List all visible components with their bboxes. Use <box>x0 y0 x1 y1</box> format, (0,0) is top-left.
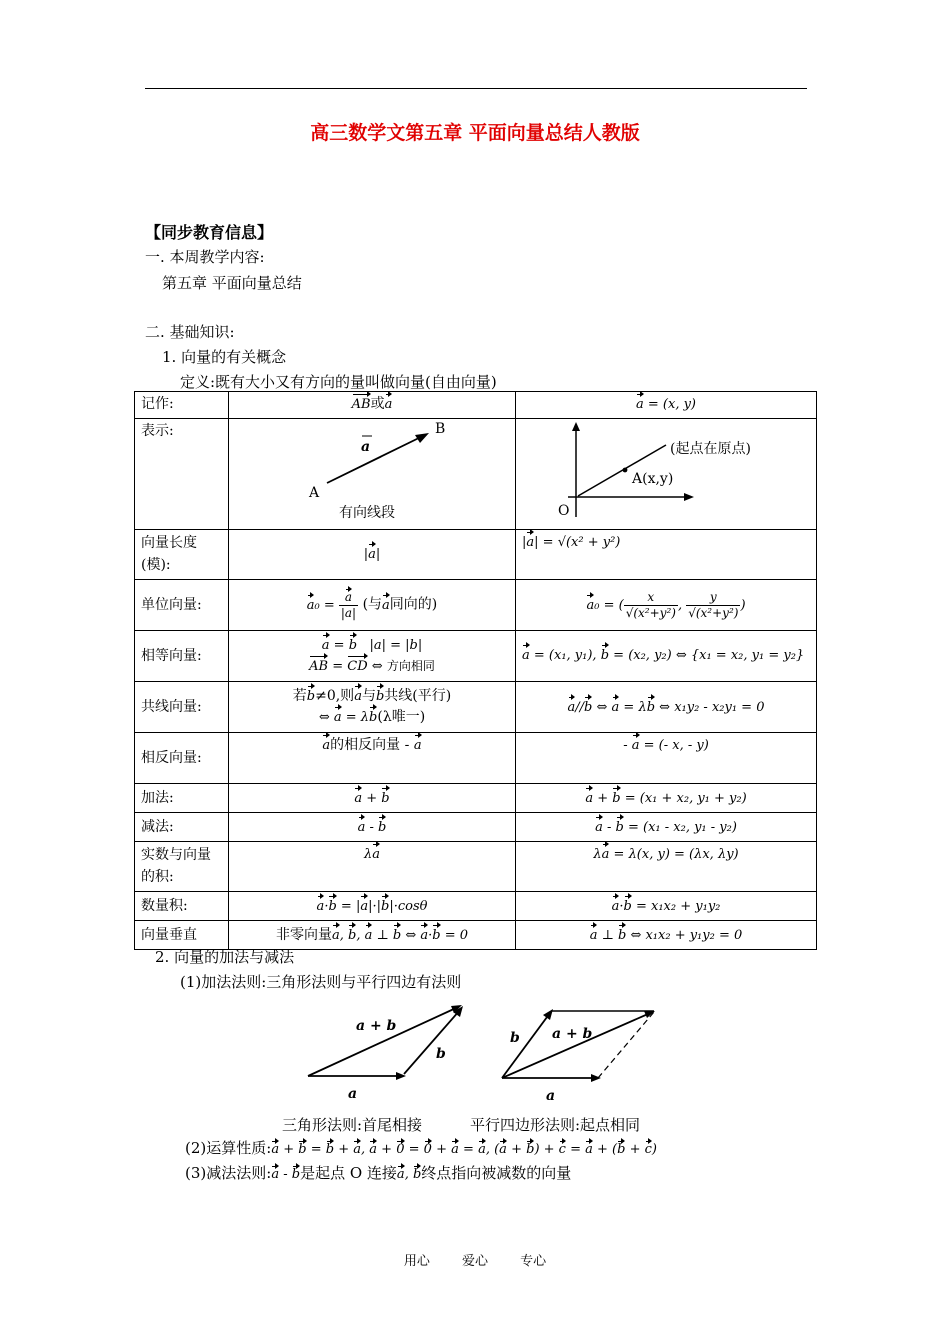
row-label: 共线向量: <box>135 682 229 733</box>
item2-heading: 2. 向量的加法与减法 <box>155 948 295 966</box>
table-row: 共线向量: 若b≠0,则a与b共线(平行) ⇔ a = λb(λ唯一) a//b ⇔ a = λb ⇔ x₁y₂ - x₂y₁ = 0 <box>135 682 817 733</box>
or-text: 或 <box>370 396 385 412</box>
table-row: 向量长度(模): |a| |a| = √(x² + y²) <box>135 530 817 580</box>
table-row: 相等向量: a = b |a| = |b| AB = CD ⇔ 方向相同 a = (x₁, y₁), b = (x₂, y₂) ⇔ {x₁ = x₂, y₁ = y₂} <box>135 631 817 682</box>
page-footer: 用心 爱心 专心 <box>403 1254 547 1269</box>
definition-line: 定义:既有大小又有方向的量叫做向量(自由向量) <box>180 373 497 391</box>
svg-text:b: b <box>436 1046 446 1062</box>
origin-note: (起点在原点) <box>670 440 751 457</box>
table-row <box>135 418 817 530</box>
vector-a-label: a <box>361 438 371 455</box>
row-label: 减法: <box>135 813 229 842</box>
table-row: 减法: a - b a - b = (x₁ - x₂, y₁ - y₂) <box>135 813 817 842</box>
addition-rule-heading: (1)加法法则:三角形法则与平行四边有法则 <box>180 973 462 991</box>
row-label: 加法: <box>135 784 229 813</box>
row-label: 实数与向量的积: <box>135 842 229 892</box>
table-row: 向量垂直 非零向量a, b, a ⊥ b ⇔ a·b = 0 a ⊥ b ⇔ x₁x₂ + y₁y₂ = 0 <box>135 921 817 950</box>
row-label: 向量垂直 <box>135 921 229 950</box>
row-label: 表示: <box>135 418 229 530</box>
svg-text:a + b: a + b <box>356 1018 397 1034</box>
point-a-label: A <box>309 484 320 501</box>
directed-segment-figure <box>229 419 516 522</box>
addition-rule-figure <box>296 1000 676 1110</box>
parallelogram-rule-caption: 平行四边形法则:起点相同 <box>470 1116 641 1134</box>
triangle-rule-caption: 三角形法则:首尾相接 <box>282 1116 423 1134</box>
row-label: 数量积: <box>135 892 229 921</box>
svg-text:b: b <box>510 1030 520 1046</box>
item1-heading: 1. 向量的有关概念 <box>162 348 287 366</box>
table-row: 实数与向量的积: λa λa = λ(x, y) = (λx, λy) <box>135 842 817 892</box>
row-label: 记作: <box>135 392 229 419</box>
part1-content: 第五章 平面向量总结 <box>162 274 302 292</box>
table-row: 记作: AB或a a = (x, y) <box>135 392 817 419</box>
svg-text:a + b: a + b <box>552 1026 593 1042</box>
row-label: 相反向量: <box>135 733 229 784</box>
document-title: 高三数学文第五章 平面向量总结人教版 <box>310 122 640 144</box>
coord-formula: = (x, y) <box>647 397 696 412</box>
vector-concept-table <box>134 391 817 950</box>
coordinate-figure <box>516 419 817 522</box>
row-label: 向量长度(模): <box>135 530 229 580</box>
subtraction-rule-line: (3)减法法则:a - b是起点 O 连接a, b终点指向被减数的向量 <box>185 1164 572 1182</box>
origin-label: O <box>558 502 570 519</box>
part2-heading: 二. 基础知识: <box>145 323 235 341</box>
directed-segment-caption: 有向线段 <box>339 504 395 521</box>
top-rule <box>145 88 807 89</box>
row-label: 相等向量: <box>135 631 229 682</box>
point-label: A(x,y) <box>632 470 674 487</box>
section-heading: 【同步教育信息】 <box>145 223 274 242</box>
operation-properties-line: (2)运算性质:a + b = b + a, a + 0 = 0 + a = a, (a + b) + c = a + (b + c) <box>185 1139 657 1157</box>
part1-heading: 一. 本周教学内容: <box>145 248 265 266</box>
point-b-label: B <box>435 420 446 437</box>
table-row: 单位向量: a₀ = $\frac{a}{|a|}$ (与a同向的) a₀ = ( $\frac{x}{\text{√(x²+y²)}}$ , $\frac{y}{\text{√(x²+y²)}}$ ) <box>135 580 817 631</box>
svg-text:a: a <box>546 1088 556 1104</box>
svg-text:a: a <box>348 1086 358 1102</box>
table-row: 加法: a + b a + b = (x₁ + x₂, y₁ + y₂) <box>135 784 817 813</box>
table-row: 数量积: a·b = |a|·|b|·cosθ a·b = x₁x₂ + y₁y₂ <box>135 892 817 921</box>
table-row: 相反向量: a的相反向量 - a - a = (- x, - y) <box>135 733 817 784</box>
row-label: 单位向量: <box>135 580 229 631</box>
